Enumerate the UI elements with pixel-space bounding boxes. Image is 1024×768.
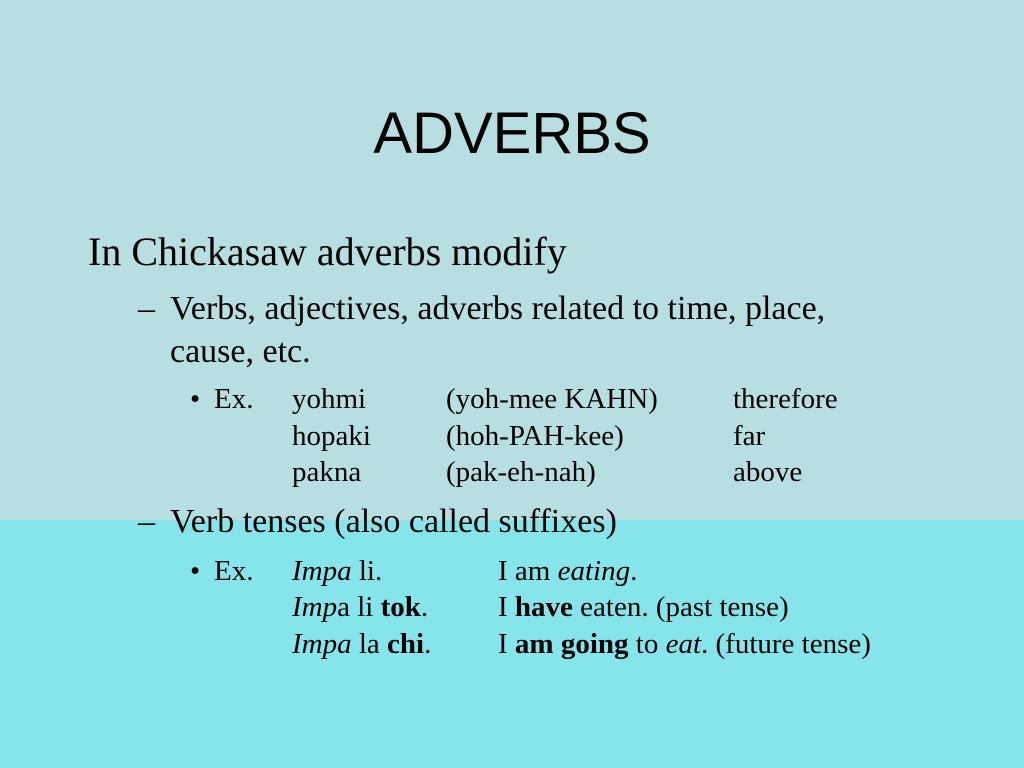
example-label: Ex. bbox=[214, 555, 254, 587]
slide-title: ADVERBS bbox=[373, 101, 651, 166]
text-run: eat bbox=[665, 628, 702, 660]
text-run: chi bbox=[387, 628, 425, 660]
text-run: . bbox=[420, 591, 429, 623]
text-run: am going bbox=[514, 628, 629, 660]
adverb-word: pakna bbox=[292, 456, 362, 488]
text-run: a li bbox=[337, 591, 381, 623]
section1-heading-line1: Verbs, adjectives, adverbs related to time, place, bbox=[170, 290, 826, 327]
intro-text: In Chickasaw adverbs modify bbox=[88, 229, 567, 274]
dash-bullet: – bbox=[138, 503, 155, 540]
text-run: I am bbox=[498, 555, 558, 587]
adverb-word: hopaki bbox=[292, 420, 371, 452]
text-run: . bbox=[630, 555, 638, 587]
text-run: I bbox=[498, 628, 515, 660]
text-run: to bbox=[628, 628, 666, 660]
adverb-meaning: above bbox=[733, 456, 803, 488]
text-run: I bbox=[498, 591, 515, 623]
text-run: . bbox=[424, 628, 432, 660]
text-run: Impa bbox=[292, 555, 352, 587]
section2-heading: Verb tenses (also called suffixes) bbox=[170, 503, 617, 540]
english-translation bbox=[498, 553, 637, 589]
english-translation bbox=[498, 589, 789, 625]
text-run: li. bbox=[351, 555, 383, 587]
text-run: eaten. (past tense) bbox=[572, 591, 789, 623]
adverb-pronunciation: (pak-eh-nah) bbox=[446, 456, 596, 488]
adverb-word: yohmi bbox=[292, 383, 367, 415]
text-run: tok bbox=[380, 591, 421, 623]
text-run: la bbox=[351, 628, 388, 660]
dash-bullet: – bbox=[138, 290, 155, 327]
chickasaw-phrase bbox=[292, 553, 382, 589]
adverb-pronunciation: (hoh-PAH-kee) bbox=[446, 420, 624, 452]
text-run: Imp bbox=[292, 591, 338, 623]
chickasaw-phrase bbox=[292, 626, 431, 662]
dot-bullet: • bbox=[190, 383, 201, 415]
english-translation bbox=[498, 626, 871, 662]
adverb-pronunciation: (yoh-mee KAHN) bbox=[446, 383, 658, 415]
text-run: Impa bbox=[292, 628, 352, 660]
chickasaw-phrase bbox=[292, 589, 428, 625]
example-label: Ex. bbox=[214, 383, 254, 415]
dot-bullet: • bbox=[190, 555, 201, 587]
text-run: . (future tense) bbox=[701, 628, 871, 660]
adverb-meaning: far bbox=[733, 420, 766, 452]
adverb-meaning: therefore bbox=[733, 383, 838, 415]
section1-heading-line2: cause, etc. bbox=[170, 333, 311, 370]
text-run: have bbox=[514, 591, 573, 623]
text-run: eating bbox=[557, 555, 631, 587]
